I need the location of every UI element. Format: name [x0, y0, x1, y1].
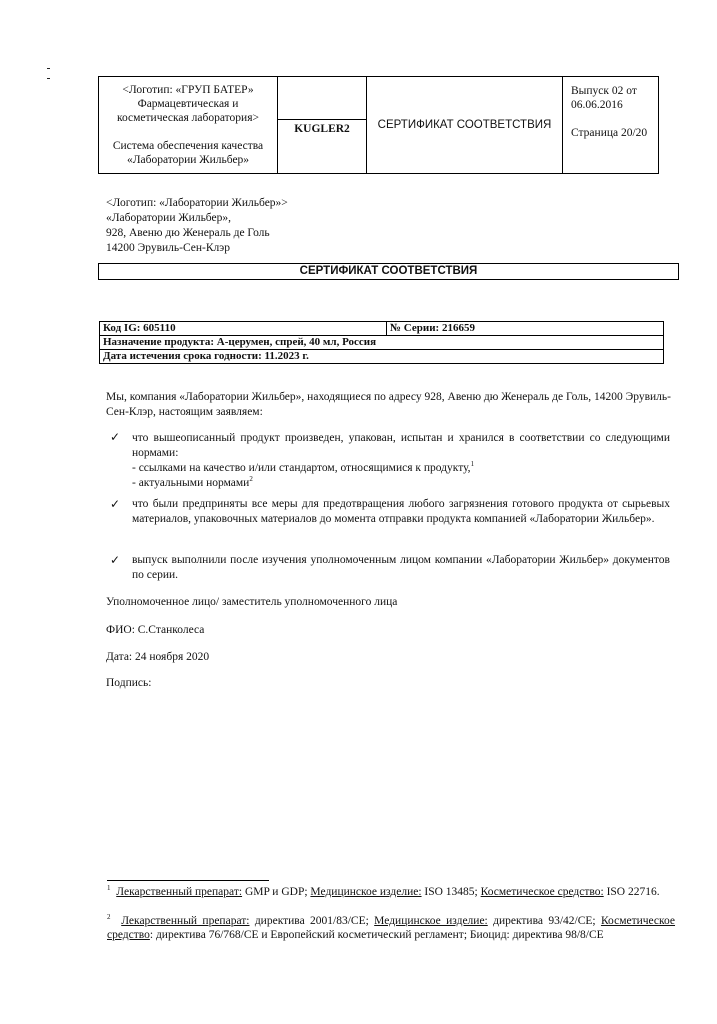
declaration-item-3: выпуск выполнили после изучения уполномоченным лицом компании «Лаборатории Жильбер» документов по серии. — [132, 554, 670, 581]
header-issue: Выпуск 02 от — [571, 85, 637, 97]
footnote-1: $^1$ Лекарственный препарат: GMP и GDP; Медицинское изделие: ISO 13485; Косметическое средство: ISO 22716. — [107, 884, 660, 898]
check-icon: ✓ — [110, 497, 121, 511]
header-code-cell — [278, 77, 367, 174]
header-logo-line: косметическая лаборатория> — [117, 112, 259, 124]
declaration-item-2: что были предприняты все меры для предотвращения любого загрязнения готового продукта от сырьевых материалов, упаковочных материалов до момента отправки продукта компанией «Лаборатории Жильбер». — [132, 498, 670, 525]
header-code: KUGLER2 — [294, 123, 350, 135]
signature-label: Подпись: — [106, 677, 152, 689]
declaration-item-1-sub: - актуальными нормами$^2$ — [132, 475, 253, 489]
check-icon: ✓ — [110, 553, 121, 567]
header-system-line: Система обеспечения качества — [112, 140, 264, 152]
declaration-item-1-text: что вышеописанный продукт произведен, упакован, испытан и хранился в соответствии со следующими нормами: — [132, 432, 670, 459]
header-logo-cell — [99, 77, 278, 174]
header-title: СЕРТИФИКАТ СООТВЕТСТВИЯ — [367, 77, 563, 174]
authorized-person: Уполномоченное лицо/ заместитель уполномоченного лица — [106, 596, 398, 608]
header-logo-line: <Логотип: «ГРУП БАТЕР» — [122, 84, 254, 96]
scan-mark — [47, 68, 50, 69]
footnote-divider — [107, 880, 269, 881]
header-issue-cell — [563, 77, 659, 174]
document-header — [98, 76, 659, 174]
certificate-title: СЕРТИФИКАТ СООТВЕТСТВИЯ — [98, 263, 679, 280]
footnote-ref: 2 — [249, 475, 253, 484]
header-logo-line: Фармацевтическая и — [137, 98, 239, 110]
address-street: 928, Авеню дю Женераль де Голь — [106, 227, 270, 239]
product-info-table — [99, 321, 664, 364]
code-ig: Код IG: 605110 — [100, 322, 387, 336]
check-icon: ✓ — [110, 430, 121, 444]
declaration-item-1-sub: - ссылками на качество и/или стандартом, относящимися к продукту,$^1$ — [132, 460, 475, 474]
address-block — [106, 196, 288, 256]
product-purpose: Назначение продукта: А-церумен, спрей, 40 мл, Россия — [100, 336, 664, 350]
address-city: 14200 Эрувиль-Сен-Клэр — [106, 242, 230, 254]
header-system-line: «Лаборатории Жильбер» — [126, 154, 250, 166]
expiry-date: Дата истечения срока годности: 11.2023 г. — [100, 350, 664, 364]
header-issue-date: 06.06.2016 — [571, 99, 623, 111]
signature-date: Дата: 24 ноября 2020 — [106, 651, 210, 663]
footnote-ref: 1 — [470, 460, 475, 469]
intro-paragraph: Мы, компания «Лаборатории Жильбер», находящиеся по адресу 928, Авеню дю Женераль де Голь, 14200 Эрувиль-Сен-Клэр, настоящим заявляем: — [106, 391, 671, 418]
footnote-2: $^2$ Лекарственный препарат: директива 2001/83/CE; Медицинское изделие: директива 93/42/CE; Косметическое средство: директива 76/768/CE и Европейский косметический регламент; Биоцид: директива 98/8/CE — [107, 913, 676, 941]
declaration-item-1 — [132, 431, 670, 491]
header-page: Страница 20/20 — [571, 127, 648, 139]
address-logo: <Логотип: «Лаборатории Жильбер»> — [106, 197, 288, 209]
signatory-name: ФИО: С.Станколеса — [106, 624, 205, 636]
series-number: № Серии: 216659 — [387, 322, 664, 336]
scan-mark — [47, 78, 50, 79]
address-company: «Лаборатории Жильбер», — [106, 212, 231, 224]
